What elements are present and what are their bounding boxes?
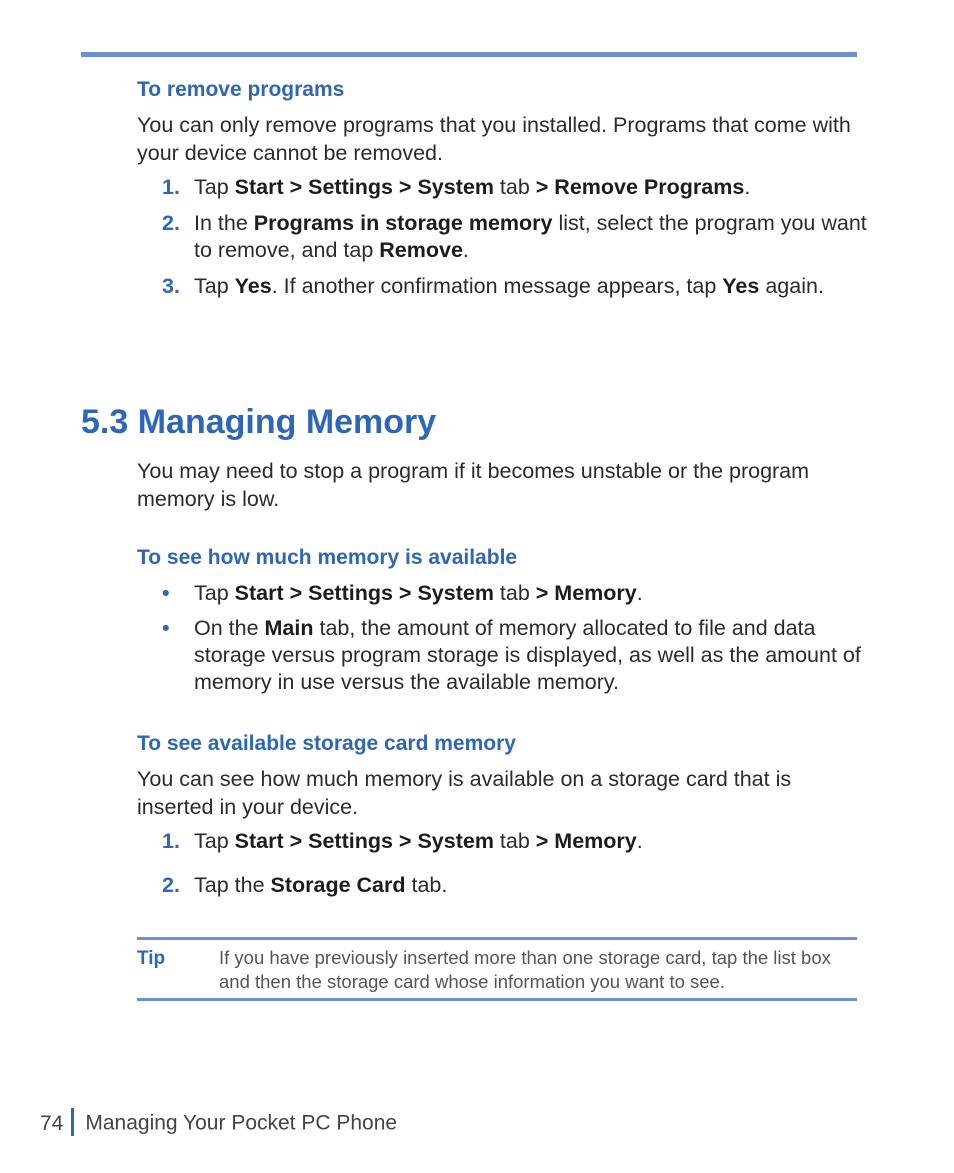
remove-step-2: 2. In the Programs in storage memory list, select the program you want to remove, and tap Remove. [162, 211, 867, 262]
managing-memory-intro: You may need to stop a program if it becomes unstable or the program memory is low. [137, 459, 810, 511]
memory-bullet-2: • On the Main tab, the amount of memory allocated to file and data storage versus program storage is displayed, as well as the amount of memory in use versus the available memory. [162, 616, 861, 694]
tip-box [137, 937, 857, 1001]
top-rule [81, 52, 857, 57]
step-number: 2. [162, 873, 180, 897]
chapter-title: Managing Your Pocket PC Phone [85, 1111, 398, 1135]
step-number: 3. [162, 274, 180, 298]
step-number: 1. [162, 175, 180, 199]
remove-step-1: 1. Tap Start > Settings > System tab > Remove Programs. [162, 175, 751, 199]
remove-programs-heading: To remove programs [137, 78, 345, 101]
section-title: 5.3 Managing Memory [81, 403, 437, 441]
storage-card-heading: To see available storage card memory [137, 732, 516, 755]
memory-available-heading: To see how much memory is available [137, 546, 518, 569]
page-footer [40, 1110, 397, 1138]
remove-programs-intro: You can only remove programs that you installed. Programs that come with your device cannot be removed. [137, 113, 851, 165]
remove-step-3: 3. Tap Yes. If another confirmation message appears, tap Yes again. [162, 274, 824, 298]
tip-label: Tip [137, 948, 166, 969]
card-step-2: 2. Tap the Storage Card tab. [162, 873, 448, 897]
storage-card-intro: You can see how much memory is available on a storage card that is inserted in your device. [137, 767, 792, 819]
memory-bullet-1: • Tap Start > Settings > System tab > Memory. [162, 581, 643, 605]
tip-text: If you have previously inserted more than one storage card, tap the list box and then the storage card whose information you want to see. [219, 947, 831, 992]
bullet-icon: • [162, 581, 170, 605]
card-step-1: 1. Tap Start > Settings > System tab > Memory. [162, 829, 643, 853]
bullet-icon: • [162, 616, 170, 640]
page-number: 74 [40, 1111, 64, 1135]
step-number: 2. [162, 211, 180, 235]
step-number: 1. [162, 829, 180, 853]
footer-divider [71, 1108, 74, 1136]
